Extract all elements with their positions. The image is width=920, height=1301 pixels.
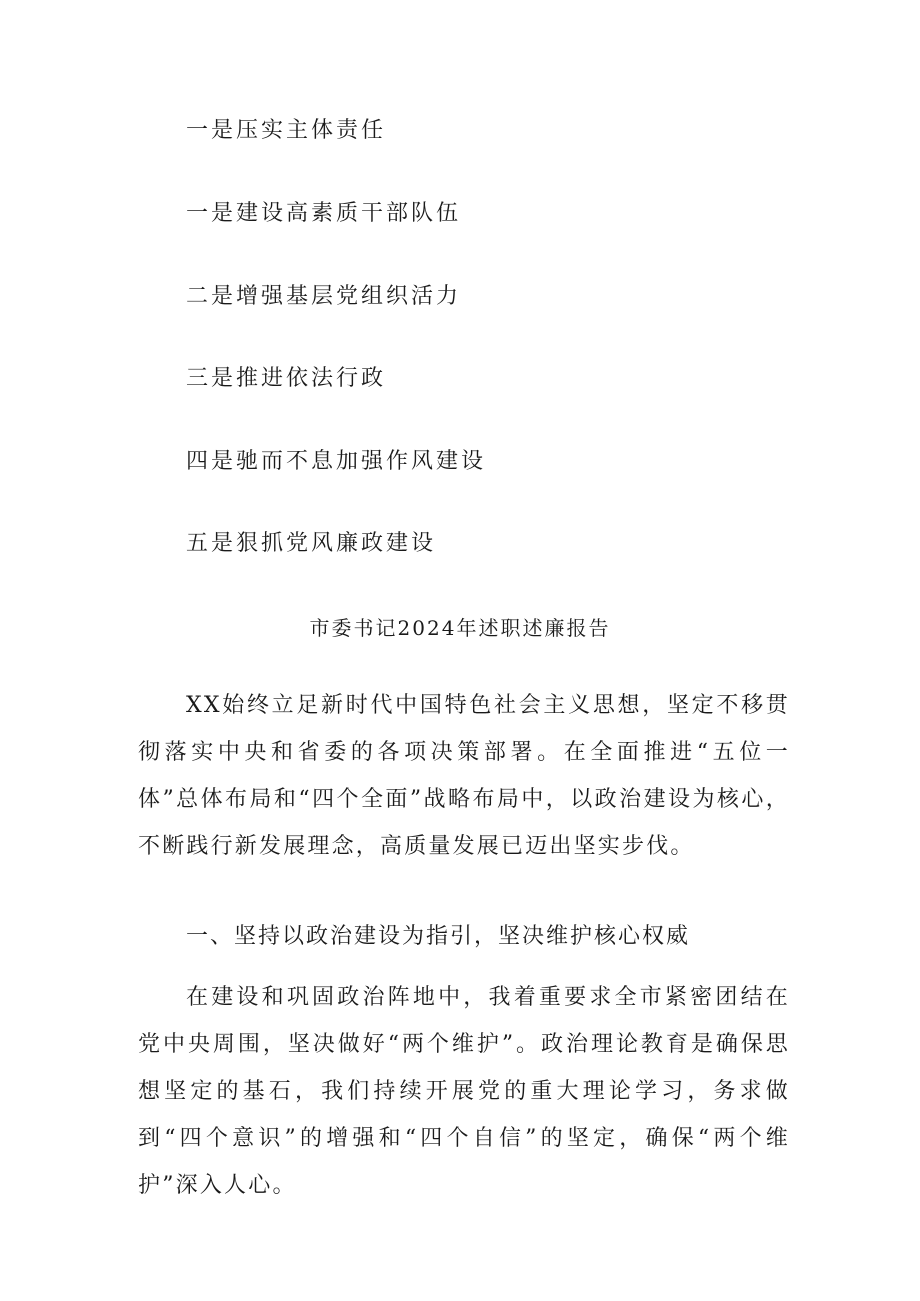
intro-paragraph: XX始终立足新时代中国特色社会主义思想，坚定不移贯彻落实中央和省委的各项决策部署。在全面推进“五位一体”总体布局和“四个全面”战略布局中，以政治建设为核心，不断践行新发展理念，高质量发展已迈出坚实步伐。 — [138, 693, 790, 859]
list-item-1: 一是压实主体责任 — [186, 118, 387, 143]
list-item-6: 五是狠抓党风廉政建设 — [186, 531, 437, 556]
section-1-paragraph: 在建设和巩固政治阵地中，我着重要求全市紧密团结在党中央周围，坚决做好“两个维护”。政治理论教育是确保思想坚定的基石，我们持续开展党的重大理论学习，务求做到“四个意识”的增强和“四个自信”的坚定，确保“两个维护”深入人心。 — [138, 985, 790, 1198]
report-title: 市委书记2024年述职述廉报告 — [309, 616, 611, 640]
list-item-2: 一是建设高素质干部队伍 — [186, 201, 462, 226]
list-item-5: 四是驰而不息加强作风建设 — [186, 449, 487, 474]
list-item-4: 三是推进依法行政 — [186, 366, 387, 391]
list-item-3: 二是增强基层党组织活力 — [186, 284, 462, 309]
section-1-heading: 一、坚持以政治建设为指引，坚决维护核心权威 — [186, 924, 691, 949]
